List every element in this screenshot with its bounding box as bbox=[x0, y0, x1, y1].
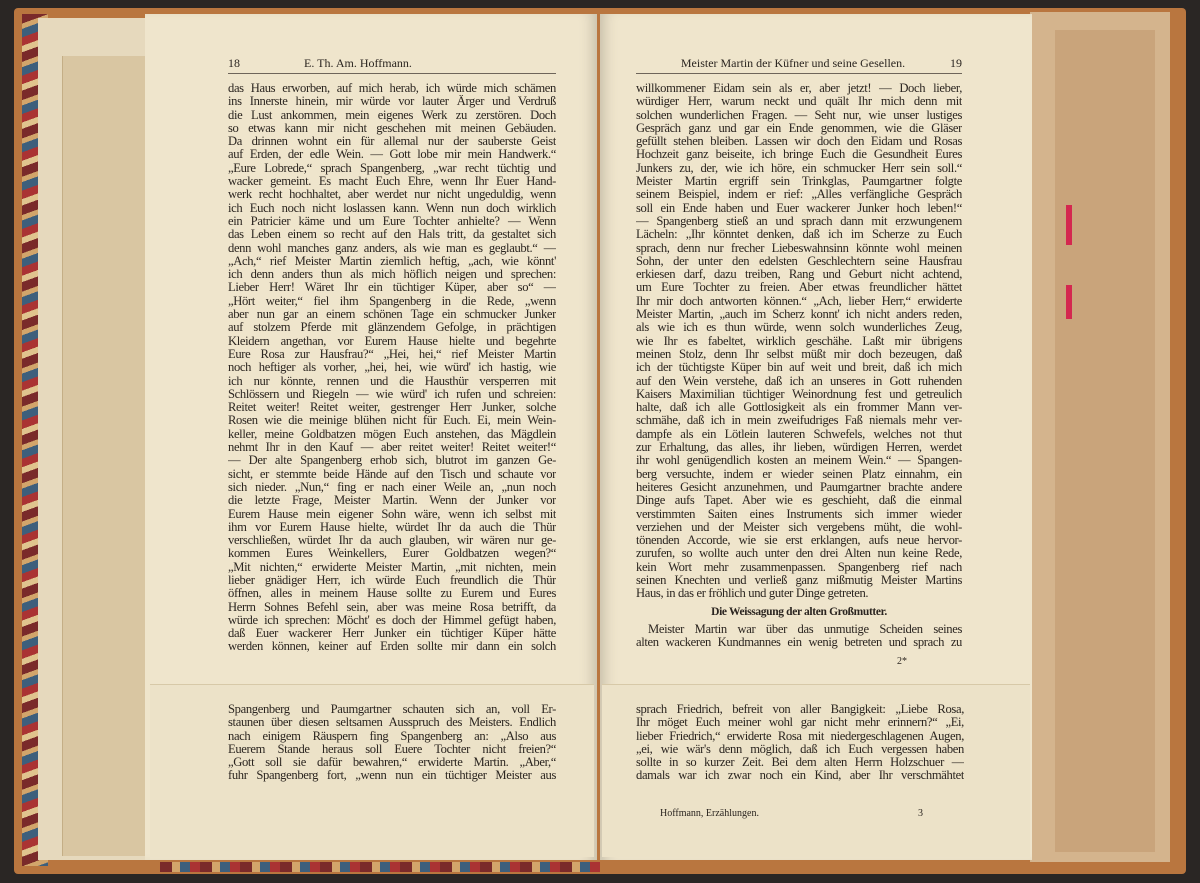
text-line: gefüllt stehen bleiben. Lassen wir doch den Eidam und Rosas bbox=[636, 135, 962, 149]
text-line: seinen Knechten und verließ ganz mißmutig Meister Martins bbox=[636, 573, 962, 587]
text-line: aber nun gar an einem schönen Tage ein schmucker Junker bbox=[228, 308, 556, 322]
text-line: auf Erden, der edle Wein. — Gott lobe mir mein Handwerk.“ bbox=[228, 148, 556, 162]
text-line: Kleidern angethan, vor Eurem Hause hielte und begehrte bbox=[228, 334, 556, 348]
text-line: verstimmten Saiten eines Instruments sich immer wieder bbox=[636, 507, 962, 521]
text-line: verziehen und der Meister sich vergebens müht, die wohl- bbox=[636, 520, 962, 534]
text-line: Reitet weiter! Reitet weiter, gestrenger Herr Junker, solche bbox=[228, 401, 556, 415]
text-line: dampfe als ein Lötlein lauteren Schwefels, welches not thut bbox=[636, 427, 962, 441]
text-line: berg versuchte, indem er wieder seinen Platz einnahm, ein bbox=[636, 467, 962, 481]
text-line: ihr wohl genügendlich kosten an meinem Wein.“ — Spangen- bbox=[636, 454, 962, 468]
text-line: um Eure Tochter zu freien. Aber etwas freundlicher hättet bbox=[636, 281, 962, 295]
text-line: das Haus erworben, auf mich herab, ich würde mich schämen bbox=[228, 82, 556, 95]
text-line: ich nur könnte, rennen und die Hausthür versperren mit bbox=[228, 374, 556, 388]
text-line: sich nieder. „Nun,“ fing er nach einer Weile an, „nun noch bbox=[228, 480, 556, 494]
left-running-head bbox=[228, 56, 556, 74]
text-line: heiteres Gesicht anzunehmen, und Paumgartner brachte andere bbox=[636, 480, 962, 494]
text-line: staunen über diesen seltsamen Ausspruch des Meisters. Endlich bbox=[228, 716, 556, 730]
text-line: tönenden Accorde, wie sie erst erklangen, aufs neue hervor- bbox=[636, 534, 962, 548]
text-line: willkommener Eidam sein als er, aber jetzt! — Doch lieber, bbox=[636, 82, 962, 95]
text-line: „Hört weiter,“ fiel ihm Spangenberg in die Rede, „wenn bbox=[228, 294, 556, 308]
text-line: auf stolzem Pferde mit glänzendem Gefolge, in prächtigen bbox=[228, 321, 556, 335]
red-mark bbox=[1066, 285, 1072, 319]
text-line: Rosen wie die meinige blühen nicht für Euch. Ei, mein Wein- bbox=[228, 414, 556, 428]
text-line: kommen Eures Weinkellers, Eurer Goldbatzen wegen?“ bbox=[228, 547, 556, 561]
section-heading: Die Weissagung der alten Großmutter. bbox=[711, 605, 887, 618]
text-line: kein Wort mehr zusammenpassen. Spangenberg rief nach bbox=[636, 560, 962, 574]
text-line: werk recht hochhaltet, aber werdet nur nicht ungeduldig, wenn bbox=[228, 188, 556, 202]
footer-title: Hoffmann, Erzählungen. bbox=[660, 808, 759, 819]
text-line: Junkers zu, der, wie ich höre, ein schmucker Herr sein soll.“ bbox=[636, 161, 962, 175]
text-line: zur Erhaltung, das alles, ihr lieben, würdigen Herren, werdet bbox=[636, 441, 962, 455]
text-line: zurufen, so wollte auch unter den drei Alten nun keine Rede, bbox=[636, 547, 962, 561]
text-line: Haus, in das er fröhlich und guter Dinge getreten. bbox=[636, 587, 869, 601]
text-line: erkiesen darf, dazu treiben, Rang und Geburt nicht achtend, bbox=[636, 268, 962, 282]
text-line: „Gott soll sie dafür bewahren,“ erwiderte Martin. „Aber,“ bbox=[228, 756, 556, 770]
text-line: Sohn, der unter den edelsten Geschlechtern seine Hausfrau bbox=[636, 254, 962, 268]
text-line: „Eure Lobrede,“ sprach Spangenberg, „war recht tüchtig und bbox=[228, 161, 556, 175]
text-line: lieber Friedrich,“ erwiderte Rosa mit niedergeschlagenen Augen, bbox=[636, 729, 964, 743]
text-line: die Lust ankommen, mein eigenes Werk zu zerstören. Doch bbox=[228, 108, 556, 122]
text-line: lieber gnädiger Herr, ich würde Euch freundlich die Thür bbox=[228, 573, 556, 587]
marbled-edge-bottom bbox=[160, 862, 600, 872]
text-line: auf den Wein verstehe, daß ich an unseres in Gott ruhenden bbox=[636, 374, 962, 388]
text-line: Spangenberg und Paumgartner schauten sich an, voll Er- bbox=[228, 703, 556, 716]
text-line: ich denn anders thun als mich höflich neigen und sprechen: bbox=[228, 268, 556, 282]
text-line: daß Euer wackerer Herr Junker ein tüchtiger Küper hätte bbox=[228, 627, 556, 641]
text-line: ich der tüchtigste Küper bin auf weit und breit, daß ich mich bbox=[636, 361, 962, 375]
text-line: die letzte Frage, Meister Martin. Wenn der Junker vor bbox=[228, 494, 556, 508]
text-line: Lieber Herr! Wäret Ihr ein tüchtiger Küper, aber so“ — bbox=[228, 281, 556, 295]
text-line: Lächeln: „Ihr könntet denken, daß ich im Scherze zu Euch bbox=[636, 228, 962, 242]
text-line: meinen Stolz, denn Ihr selbst müßt mir doch bezeugen, daß bbox=[636, 347, 962, 361]
text-line: „ei, wie wär's denn möglich, daß ich Euch vergessen haben bbox=[636, 742, 964, 756]
right-page-text bbox=[636, 82, 962, 649]
text-line: Dinge aufs Tapet. Aber wie es geschieht, daß die einmal bbox=[636, 494, 962, 508]
text-line: nach einigem Räuspern fing Spangenberg an: „Also aus bbox=[228, 729, 556, 743]
text-line: verschließen, würdet Ihr da auch glauben, wir wären nur ge- bbox=[228, 534, 556, 548]
text-line: ins Innerste hinein, mir würde vor lauter Ärger und Verdruß bbox=[228, 95, 556, 109]
text-line: soll ein Ende haben und Euer wackerer Junker hoch leben!“ bbox=[636, 201, 962, 215]
text-line: sicht, er stemmte beide Hände auf den Tisch und schaute vor bbox=[228, 467, 556, 481]
text-line: sprach Friedrich, befreit von aller Bangigkeit: „Liebe Rosa, bbox=[636, 703, 964, 716]
page-number: 18 bbox=[228, 56, 240, 70]
text-line: „Mit nichten,“ erwiderte Meister Martin, „mit nichten, mein bbox=[228, 560, 556, 574]
text-line: nehmt Ihr in den Kauf — aber reitet weiter! Reitet weiter!“ bbox=[228, 441, 556, 455]
text-line: wie Ihr es fabeltet, wirklich geschähe. Laßt mir übrigens bbox=[636, 334, 962, 348]
text-line: Hochzeit ganz beiseite, ich bringe Euch die Gesundheit Eures bbox=[636, 148, 962, 162]
left-lower-leaf-text bbox=[228, 703, 556, 783]
text-line: Eure Rosa zur Hausfrau?“ „Hei, hei,“ rief Meister Martin bbox=[228, 347, 556, 361]
text-line: denn wohl manches ganz anders, als wie man es geglaubt.“ — bbox=[228, 241, 556, 255]
text-line: würde ich sprechen: Möcht' es doch der Himmel gefügt haben, bbox=[228, 613, 556, 627]
text-line: fuhr Spangenberg fort, „wenn nun ein tüchtiger Meister aus bbox=[228, 769, 556, 783]
text-line: so etwas kann mir nicht geschehen mit meinen Gebäuden. bbox=[228, 121, 556, 135]
text-line: Schlössern und Riegeln — wie würd' ich rufen und schreien: bbox=[228, 387, 556, 401]
text-line: Meister Martin, „auch im Scherz konnt' ich nicht anders reden, bbox=[636, 308, 962, 322]
running-head-title: E. Th. Am. Hoffmann. bbox=[304, 56, 412, 70]
text-line: ich Euch noch nicht loslassen kann. Wenn nun doch wirklich bbox=[228, 201, 556, 215]
text-line: Meister Martin war über das unmutige Scheiden seines bbox=[648, 622, 962, 636]
signature-mark: 2* bbox=[897, 656, 907, 667]
text-line: ihm vor Eurem Hause hielte, würdet Ihr da auch die Thür bbox=[228, 520, 556, 534]
right-flyleaf bbox=[1055, 30, 1155, 852]
text-line: als wie ich es thun würde, wenn solch wunderliches Zeug, bbox=[636, 321, 962, 335]
text-line: das Leben einem so recht auf den Hals tritt, da gestaltet sich bbox=[228, 228, 556, 242]
running-head-title: Meister Martin der Küfner und seine Gesellen. bbox=[680, 56, 906, 70]
text-line: seinem Beispiel, indem er rief: „Alles verfängliche Gespräch bbox=[636, 188, 962, 202]
text-line: Ihr möget Euch meiner wohl gar nicht mehr erinnern?“ „Ei, bbox=[636, 716, 964, 730]
text-line: schmähe, daß ich in mein zweifudriges Faß niemals mehr ver- bbox=[636, 414, 962, 428]
text-line: ein Patricier käme und um Eure Tochter anhielte? — Wenn bbox=[228, 214, 556, 228]
text-line: würdiger Herr, warum neckt und quält Ihr mich denn mit bbox=[636, 95, 962, 109]
text-line: Da drinnen wohnt ein für allemal nur der sauberste Geist bbox=[228, 135, 556, 149]
footer-signature: 3 bbox=[918, 808, 923, 819]
right-running-head bbox=[636, 56, 962, 74]
text-line: — Spangenberg stieß an und sprach dann mit erzwungenem bbox=[636, 214, 962, 228]
text-line: sprach, denn nur frecher Liebeswahnsinn könnte wohl meinen bbox=[636, 241, 962, 255]
text-line: halte, daß ich alle Gottlosigkeit als ein frommer Mann ver- bbox=[636, 401, 962, 415]
text-line: Meister Martin ergriff sein Trinkglas, Paumgartner folgte bbox=[636, 175, 962, 189]
text-line: Eurem Hause mein eigener Sohn wäre, wenn ich selbst mit bbox=[228, 507, 556, 521]
text-line: sollte in so kurzer Zeit. Bei dem alten Herrn Holzschuer — bbox=[636, 756, 964, 770]
text-line: wacker gemeint. Es macht Euch Ehre, wenn Ihr Euer Hand- bbox=[228, 175, 556, 189]
text-line: Ihr mir doch antworten können.“ „Ach, lieber Herr,“ erwiderte bbox=[636, 294, 962, 308]
text-line: öffnen, alles in meinem Hause sollte zu Eurem und Eures bbox=[228, 587, 556, 601]
red-mark bbox=[1066, 205, 1072, 245]
text-line: Euerem Stande heraus soll Euere Tochter nicht freien?“ bbox=[228, 742, 556, 756]
text-line: — Der alte Spangenberg erhob sich, blutrot im ganzen Ge- bbox=[228, 454, 556, 468]
text-line: solchen wunderlichen Fragen. — Seht nur, wie unser lustiges bbox=[636, 108, 962, 122]
text-line: Herrn Sohnes Befehl sein, aber was meine Rosa betrifft, da bbox=[228, 600, 556, 614]
text-line: noch heftiger als vorher, „hei, hei, wie würd' ich hastig, wie bbox=[228, 361, 556, 375]
page-number: 19 bbox=[949, 56, 962, 70]
text-line: Gespräch ganz und gar ein Ende genommen, wie die Gläser bbox=[636, 121, 962, 135]
left-flyleaf bbox=[62, 56, 149, 856]
text-line: damals war ich zwar noch ein Kind, aber Ihr verschmähtet bbox=[636, 769, 964, 783]
text-line: Kaisers Maximilian tüchtiger Weinordnung fest und getreulich bbox=[636, 387, 962, 401]
text-line: keller, meine Goldbatzen mögen Euch anstehen, das Mägdlein bbox=[228, 427, 556, 441]
left-page-text bbox=[228, 82, 556, 654]
right-lower-leaf-text bbox=[636, 703, 964, 783]
text-line: „Ach,“ rief Meister Martin ziemlich heftig, „ach, wie könnt' bbox=[228, 254, 556, 268]
text-line: werden können, keiner auf Erden sollte mir dann ein solch bbox=[228, 640, 556, 654]
text-line: alten wackeren Kundmannes ein wenig betreten und sprach zu bbox=[636, 635, 962, 649]
